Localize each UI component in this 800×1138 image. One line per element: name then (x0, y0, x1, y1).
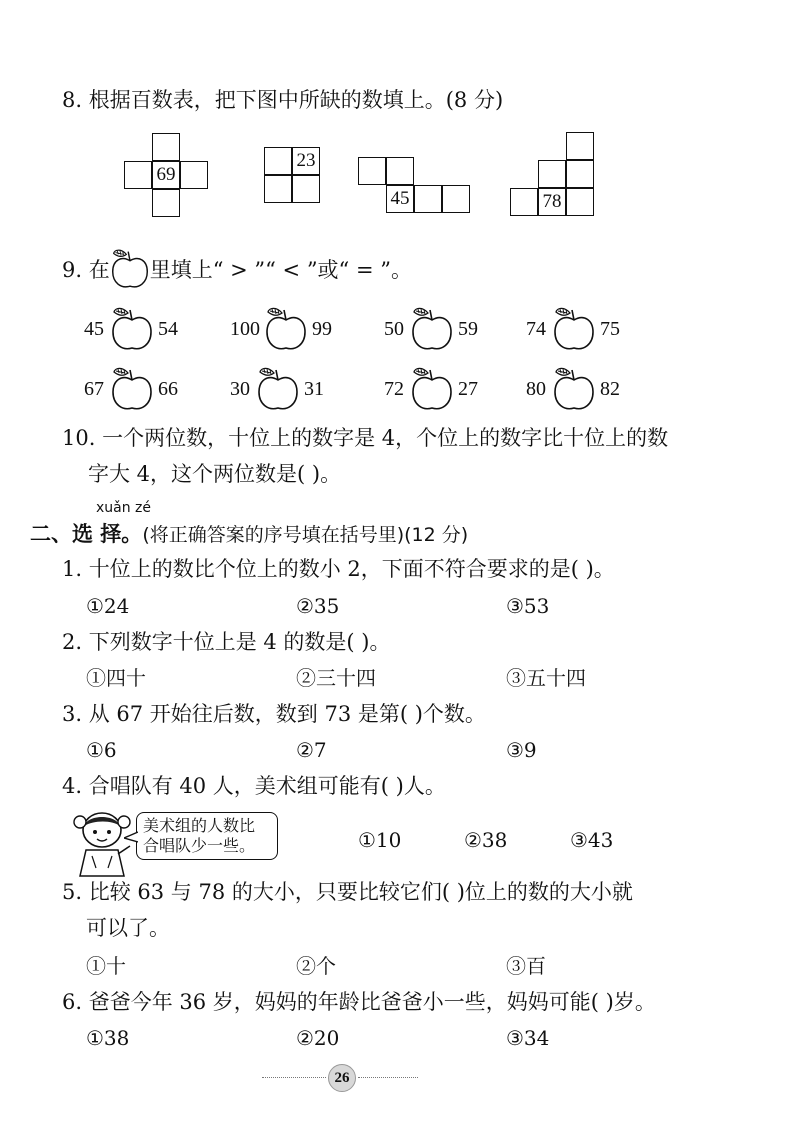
q10-line2: 字大 4，这个两位数是( )。 (88, 462, 342, 486)
grid-cell[interactable] (538, 160, 566, 188)
compare-left: 100 (230, 318, 260, 340)
choice-question-2: 2. 下列数字十位上是 4 的数是( )。 (62, 630, 391, 654)
section2-title: 二、选 择。 (30, 522, 143, 546)
option-2a[interactable]: ①四十 (86, 666, 146, 690)
compare-left: 50 (384, 318, 404, 340)
grid-cell[interactable] (264, 147, 292, 175)
grid-cell[interactable] (510, 188, 538, 216)
option-5a[interactable]: ①十 (86, 954, 126, 978)
apple-icon (110, 258, 150, 286)
option-4c[interactable]: ③43 (570, 828, 614, 852)
footer-divider-left (262, 1077, 326, 1078)
option-1c[interactable]: ③53 (506, 594, 550, 618)
compare-right: 27 (458, 378, 478, 400)
apple-answer-icon[interactable] (410, 304, 454, 352)
option-5b[interactable]: ②个 (296, 954, 336, 978)
option-3c[interactable]: ③9 (506, 738, 537, 762)
compare-left: 74 (526, 318, 546, 340)
apple-answer-icon[interactable] (110, 364, 154, 412)
compare-left: 80 (526, 378, 546, 400)
q8-title: 8. 根据百数表，把下图中所缺的数填上。(8 分) (62, 88, 504, 112)
grid-cell[interactable] (414, 185, 442, 213)
option-5c[interactable]: ③百 (506, 954, 546, 978)
choice-question-5: 5. 比较 63 与 78 的大小，只要比较它们( )位上的数的大小就 (62, 880, 633, 904)
compare-item (526, 364, 626, 412)
apple-answer-icon[interactable] (410, 364, 454, 412)
apple-answer-icon[interactable] (110, 304, 154, 352)
grid-cell[interactable] (358, 157, 386, 185)
speech-bubble-tail-icon (124, 830, 138, 844)
option-3b[interactable]: ②7 (296, 738, 327, 762)
grid-cell[interactable] (152, 133, 180, 161)
apple-answer-icon[interactable] (264, 304, 308, 352)
grid-cell[interactable] (566, 132, 594, 160)
compare-item (230, 304, 340, 352)
grid-cell[interactable] (124, 161, 152, 189)
compare-right: 59 (458, 318, 478, 340)
choice-question-6: 6. 爸爸今年 36 岁，妈妈的年龄比爸爸小一些，妈妈可能( )岁。 (62, 990, 656, 1014)
grid-cell[interactable] (292, 175, 320, 203)
q9-title-before: 9. 在 (62, 258, 110, 282)
compare-item (230, 364, 330, 412)
q9-title-after: 里填上“ > ”“ < ”或“ = ”。 (149, 258, 412, 282)
option-6c[interactable]: ③34 (506, 1026, 550, 1050)
choice-question-4: 4. 合唱队有 40 人，美术组可能有( )人。 (62, 774, 446, 798)
compare-left: 45 (84, 318, 104, 340)
grid-cell[interactable] (386, 157, 414, 185)
footer-divider-right (358, 1077, 418, 1078)
grid-cell[interactable] (264, 175, 292, 203)
option-4a[interactable]: ①10 (358, 828, 402, 852)
page-number: 26 (328, 1064, 356, 1092)
speech-bubble (136, 812, 278, 860)
option-1a[interactable]: ①24 (86, 594, 130, 618)
grid-cell-given: 78 (538, 188, 566, 216)
option-4b[interactable]: ②38 (464, 828, 508, 852)
compare-item (84, 364, 184, 412)
compare-item (384, 364, 484, 412)
grid-cell-given: 45 (386, 185, 414, 213)
compare-right: 66 (158, 378, 178, 400)
choice-question-5-cont: 可以了。 (86, 916, 170, 940)
grid-cell[interactable] (442, 185, 470, 213)
option-3a[interactable]: ①6 (86, 738, 117, 762)
grid-cell[interactable] (180, 161, 208, 189)
q9-title (62, 256, 412, 286)
compare-right: 82 (600, 378, 620, 400)
apple-answer-icon[interactable] (552, 364, 596, 412)
grid-cell-given: 69 (152, 161, 180, 189)
compare-item (526, 304, 626, 352)
compare-right: 75 (600, 318, 620, 340)
compare-right: 31 (304, 378, 324, 400)
apple-answer-icon[interactable] (552, 304, 596, 352)
choice-question-3: 3. 从 67 开始往后数，数到 73 是第( )个数。 (62, 702, 486, 726)
option-6a[interactable]: ①38 (86, 1026, 130, 1050)
apple-answer-icon[interactable] (256, 364, 300, 412)
compare-right: 99 (312, 318, 332, 340)
compare-left: 72 (384, 378, 404, 400)
grid-cell-given: 23 (292, 147, 320, 175)
option-6b[interactable]: ②20 (296, 1026, 340, 1050)
compare-right: 54 (158, 318, 178, 340)
compare-item (384, 304, 484, 352)
speech-bubble-line1: 美术组的人数比 (143, 816, 256, 835)
grid-cell[interactable] (566, 160, 594, 188)
section2-pinyin: xuǎn zé (96, 500, 152, 516)
grid-cell[interactable] (152, 189, 180, 217)
section2-subtitle: (将正确答案的序号填在括号里)(12 分) (142, 524, 469, 546)
choice-question-1: 1. 十位上的数比个位上的数小 2，下面不符合要求的是( )。 (62, 557, 615, 581)
section2-heading (30, 518, 468, 549)
speech-bubble-line2: 合唱队少一些。 (143, 836, 256, 855)
compare-left: 30 (230, 378, 250, 400)
grid-cell[interactable] (566, 188, 594, 216)
option-2b[interactable]: ②三十四 (296, 666, 376, 690)
compare-left: 67 (84, 378, 104, 400)
compare-item (84, 304, 184, 352)
option-2c[interactable]: ③五十四 (506, 666, 586, 690)
q10-line1: 10. 一个两位数，十位上的数字是 4，个位上的数字比十位上的数 (62, 426, 669, 450)
option-1b[interactable]: ②35 (296, 594, 340, 618)
